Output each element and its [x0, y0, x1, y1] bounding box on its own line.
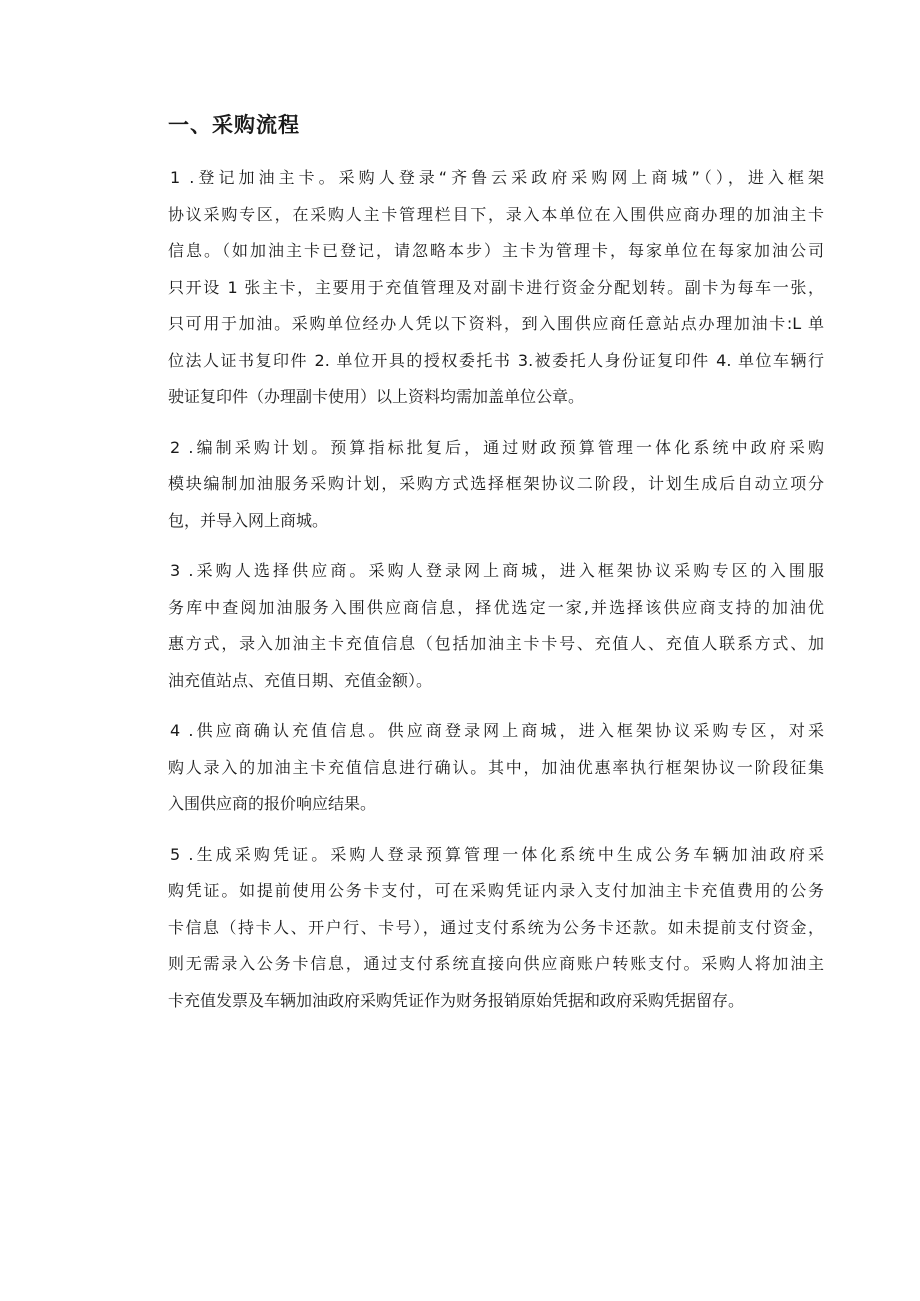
paragraph-line: 则无需录入公务卡信息，通过支付系统直接向供应商账户转账支付。采购人将加油主: [168, 954, 824, 973]
paragraph-line: 1 .登记加油主卡。采购人登录“齐鲁云采政府采购网上商城”（），进入框架: [170, 168, 824, 187]
paragraph-line: 协议采购专区，在采购人主卡管理栏目下，录入本单位在入围供应商办理的加油主卡: [168, 204, 824, 224]
paragraph-line: 购人录入的加油主卡充值信息进行确认。其中，加油优惠率执行框架协议一阶段征集: [168, 757, 824, 777]
paragraph-1: [168, 160, 824, 416]
paragraph-line: 包，并导入网上商城。: [168, 510, 329, 530]
paragraph-5: [168, 837, 824, 1020]
paragraph-line: 卡信息（持卡人、开户行、卡号），通过支付系统为公务卡还款。如未提前支付资金，: [168, 917, 824, 937]
paragraph-line: 购凭证。如提前使用公务卡支付，可在采购凭证内录入支付加油主卡充值费用的公务: [168, 881, 824, 900]
paragraph-line: 位法人证书复印件 2. 单位开具的授权委托书 3.被委托人身份证复印件 4. 单位车辆行: [168, 350, 824, 370]
paragraph-2: [168, 430, 824, 540]
paragraph-line: 油充值站点、充值日期、充值金额）。: [168, 670, 433, 690]
paragraph-line: 只开设 1 张主卡，主要用于充值管理及对副卡进行资金分配划转。副卡为每车一张，: [168, 277, 824, 297]
paragraph-line: 2 .编制采购计划。预算指标批复后，通过财政预算管理一体化系统中政府采购: [170, 437, 824, 457]
document-body: [168, 160, 824, 1033]
paragraph-line: 5 .生成采购凭证。采购人登录预算管理一体化系统中生成公务车辆加油政府采: [170, 844, 824, 864]
paragraph-line: 务库中查阅加油服务入围供应商信息，择优选定一家,并选择该供应商支持的加油优: [168, 597, 824, 617]
paragraph-line: 4 .供应商确认充值信息。供应商登录网上商城，进入框架协议采购专区，对采: [170, 721, 824, 740]
paragraph-line: 信息。（如加油主卡已登记，请忽略本步）主卡为管理卡，每家单位在每家加油公司: [168, 241, 824, 260]
paragraph-line: 驶证复印件（办理副卡使用）以上资料均需加盖单位公章。: [168, 387, 585, 406]
paragraph-4: [168, 713, 824, 823]
paragraph-line: 只可用于加油。采购单位经办人凭以下资料，到入围供应商任意站点办理加油卡:L 单: [168, 314, 824, 333]
section-heading: 一、采购流程: [168, 113, 300, 137]
paragraph-line: 3 .采购人选择供应商。采购人登录网上商城，进入框架协议采购专区的入围服: [170, 561, 824, 580]
paragraph-line: 入围供应商的报价响应结果。: [168, 794, 377, 813]
paragraph-line: 卡充值发票及车辆加油政府采购凭证作为财务报销原始凭据和政府采购凭据留存。: [168, 990, 745, 1010]
paragraph-line: 惠方式，录入加油主卡充值信息（包括加油主卡卡号、充值人、充值人联系方式、加: [168, 634, 824, 653]
paragraph-3: [168, 553, 824, 699]
paragraph-line: 模块编制加油服务采购计划，采购方式选择框架协议二阶段，计划生成后自动立项分: [168, 474, 824, 493]
